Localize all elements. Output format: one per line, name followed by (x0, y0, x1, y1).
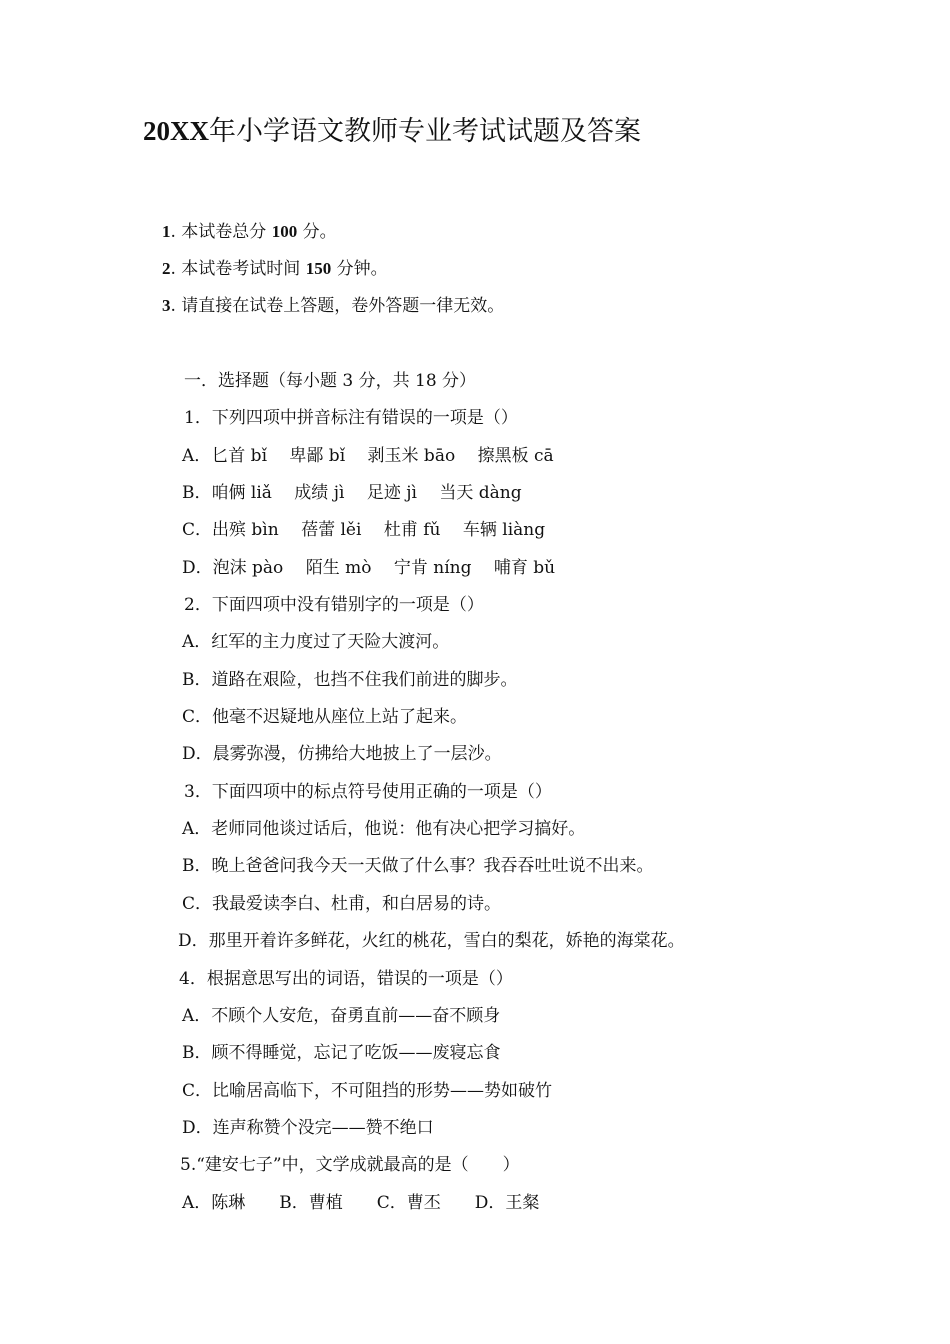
section-heading: 一．选择题（每小题 3 分，共 18 分） (184, 371, 477, 391)
answer-option: A．红军的主力度过了天险大渡河。 (182, 632, 450, 653)
answer-option: B．道路在艰险，也挡不住我们前进的脚步。 (182, 669, 518, 690)
answer-option: C．他毫不迟疑地从座位上站了起来。 (182, 707, 468, 728)
answer-option: D．泡沫 pào 陌生 mò 宁肯 níng 哺育 bǔ (182, 557, 556, 578)
question: 2．下面四项中没有错别字的一项是（） (184, 595, 484, 616)
question: 1．下列四项中拼音标注有错误的一项是（） (184, 408, 518, 429)
instruction-text: . 本试卷总分 (170, 222, 272, 242)
answer-option: C．比喻居高临下，不可阻挡的形势——势如破竹 (182, 1080, 553, 1101)
answer-option: D．连声称赞个没完——赞不绝口 (182, 1117, 434, 1138)
answer-option: B．咱俩 liǎ 成绩 jì 足迹 jì 当天 dàng (182, 483, 522, 504)
instruction-item (162, 218, 504, 255)
answer-option: B．晚上爸爸问我今天一天做了什么事？我吞吞吐吐说不出来。 (182, 856, 654, 877)
instruction-text: . 本试卷考试时间 (170, 259, 306, 279)
exam-instructions (162, 218, 504, 329)
answer-option: A．老师同他谈过话后，他说：他有决心把学习搞好。 (182, 819, 586, 840)
answer-option: D．那里开着许多鲜花，火红的桃花，雪白的梨花，娇艳的海棠花。 (178, 931, 685, 952)
answer-option: D．晨雾弥漫，仿拂给大地披上了一层沙。 (182, 744, 502, 765)
instruction-number: 3 (162, 296, 171, 315)
multiple-choice-section (178, 367, 685, 1226)
answer-option: B．顾不得睡觉，忘记了吃饭——废寝忘食 (182, 1043, 501, 1064)
title-year: 20XX (143, 116, 209, 146)
instruction-item (162, 255, 504, 292)
answer-option: C．我最爱读李白、杜甫，和白居易的诗。 (182, 893, 502, 914)
instruction-text: 分钟。 (331, 259, 388, 279)
question: 4．根据意思写出的词语，错误的一项是（） (179, 968, 513, 989)
answer-option: C．出殡 bìn 蓓蕾 lěi 杜甫 fǔ 车辆 liàng (182, 520, 546, 541)
answer-option: A．陈琳 B．曹植 C．曹丕 D．王粲 (182, 1192, 540, 1213)
answer-option: A．匕首 bǐ 卑鄙 bǐ 剥玉米 bāo 擦黑板 cā (182, 445, 554, 466)
instruction-text: 分。 (297, 222, 337, 242)
instruction-value: 150 (305, 259, 332, 278)
answer-option: A．不顾个人安危，奋勇直前——奋不顾身 (182, 1005, 501, 1026)
instruction-text: . 请直接在试卷上答题，卷外答题一律无效。 (170, 296, 505, 316)
question: 3．下面四项中的标点符号使用正确的一项是（） (184, 781, 552, 802)
document-title (143, 112, 641, 151)
instruction-number: 2 (162, 259, 171, 278)
question: 5.“建安七子”中，文学成就最高的是（ ） (180, 1155, 520, 1176)
title-text: 年小学语文教师专业考试试题及答案 (209, 116, 641, 147)
instruction-item (162, 292, 504, 329)
instruction-value: 100 (271, 222, 298, 241)
instruction-number: 1 (162, 222, 171, 241)
